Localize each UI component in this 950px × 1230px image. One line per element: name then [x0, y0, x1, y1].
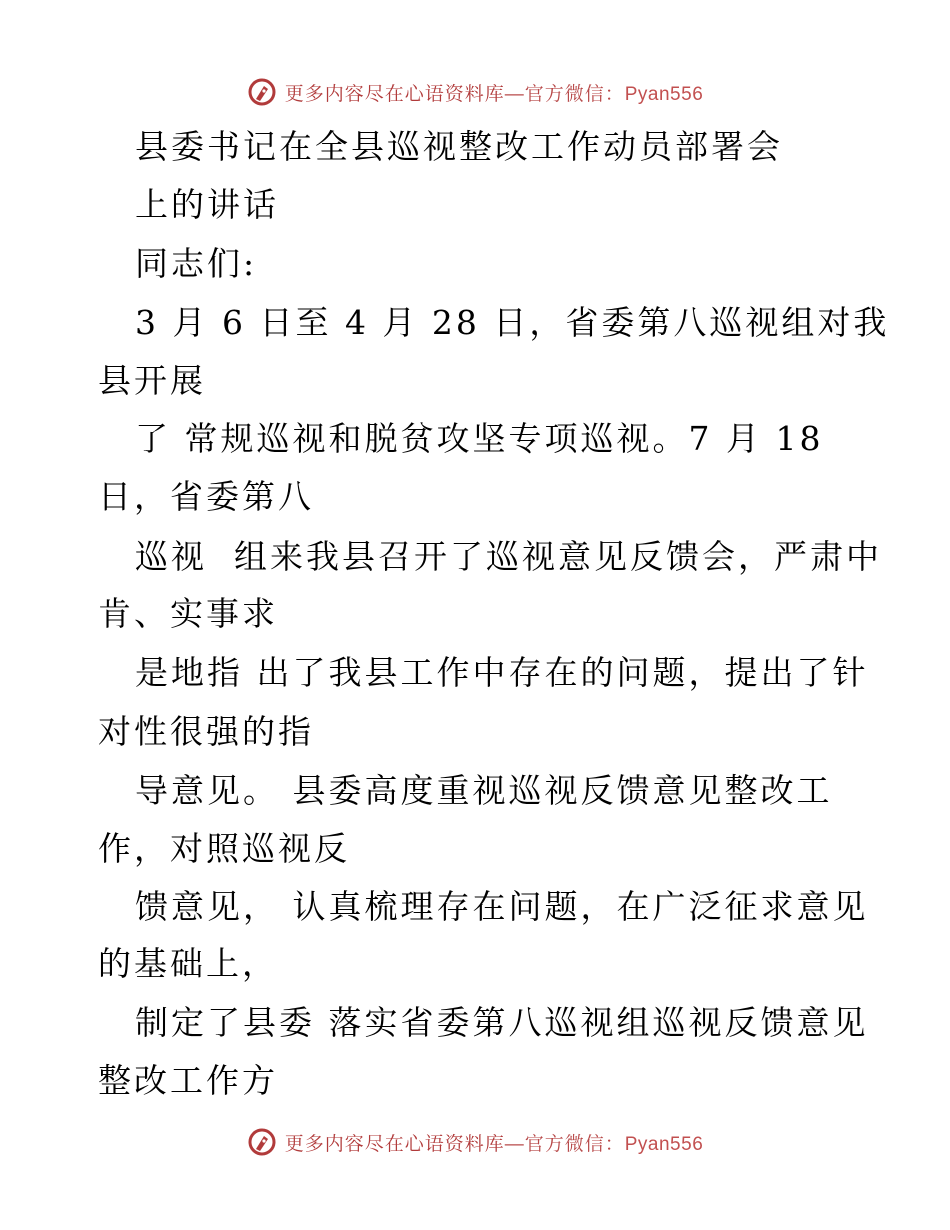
doc-line: 3 月 6 日至 4 月 28 日，省委第八巡视组对我: [135, 303, 890, 342]
doc-title-line-1: 县委书记在全县巡视整改工作动员部署会: [135, 127, 783, 166]
doc-line: 县开展: [98, 361, 206, 400]
doc-line: 整改工作方: [98, 1061, 278, 1100]
watermark-separator: —: [504, 83, 525, 105]
watermark-text: [285, 79, 704, 106]
watermark-wechat-id: Pyan556: [624, 1133, 704, 1155]
watermark-wechat-id: Pyan556: [624, 83, 704, 105]
doc-line: 制定了县委 落实省委第八巡视组巡视反馈意见: [135, 1003, 869, 1042]
doc-line: 的基础上，: [98, 944, 278, 983]
doc-line: 了 常规巡视和脱贫攻坚专项巡视。7 月 18: [135, 419, 824, 458]
doc-line: 作，对照巡视反: [98, 829, 350, 868]
doc-line: 肯、实事求: [98, 594, 278, 633]
watermark-main: 更多内容尽在心语资料库: [284, 1133, 505, 1155]
watermark-wechat-label: 官方微信：: [524, 1133, 625, 1155]
pen-nib-circle-icon: [247, 77, 277, 107]
footer-watermark: [0, 1122, 950, 1162]
doc-line: 巡视 组来我县召开了巡视意见反馈会，严肃中: [135, 537, 882, 576]
watermark-separator: —: [504, 1133, 525, 1155]
watermark-main: 更多内容尽在心语资料库: [284, 83, 505, 105]
watermark-text: [285, 1129, 704, 1156]
header-watermark: [0, 72, 950, 112]
doc-line: 日，省委第八: [98, 477, 314, 516]
pen-nib-circle-icon: [247, 1127, 277, 1157]
doc-title-line-2: 上的讲话: [135, 185, 279, 224]
doc-line: 是地指 出了我县工作中存在的问题，提出了针: [135, 653, 869, 692]
doc-salutation: 同志们:: [135, 244, 258, 283]
doc-line: 馈意见， 认真梳理存在问题，在广泛征求意见: [135, 887, 869, 926]
doc-line: 对性很强的指: [98, 712, 314, 751]
watermark-wechat-label: 官方微信：: [524, 83, 625, 105]
doc-line: 导意见。 县委高度重视巡视反馈意见整改工: [135, 771, 833, 810]
